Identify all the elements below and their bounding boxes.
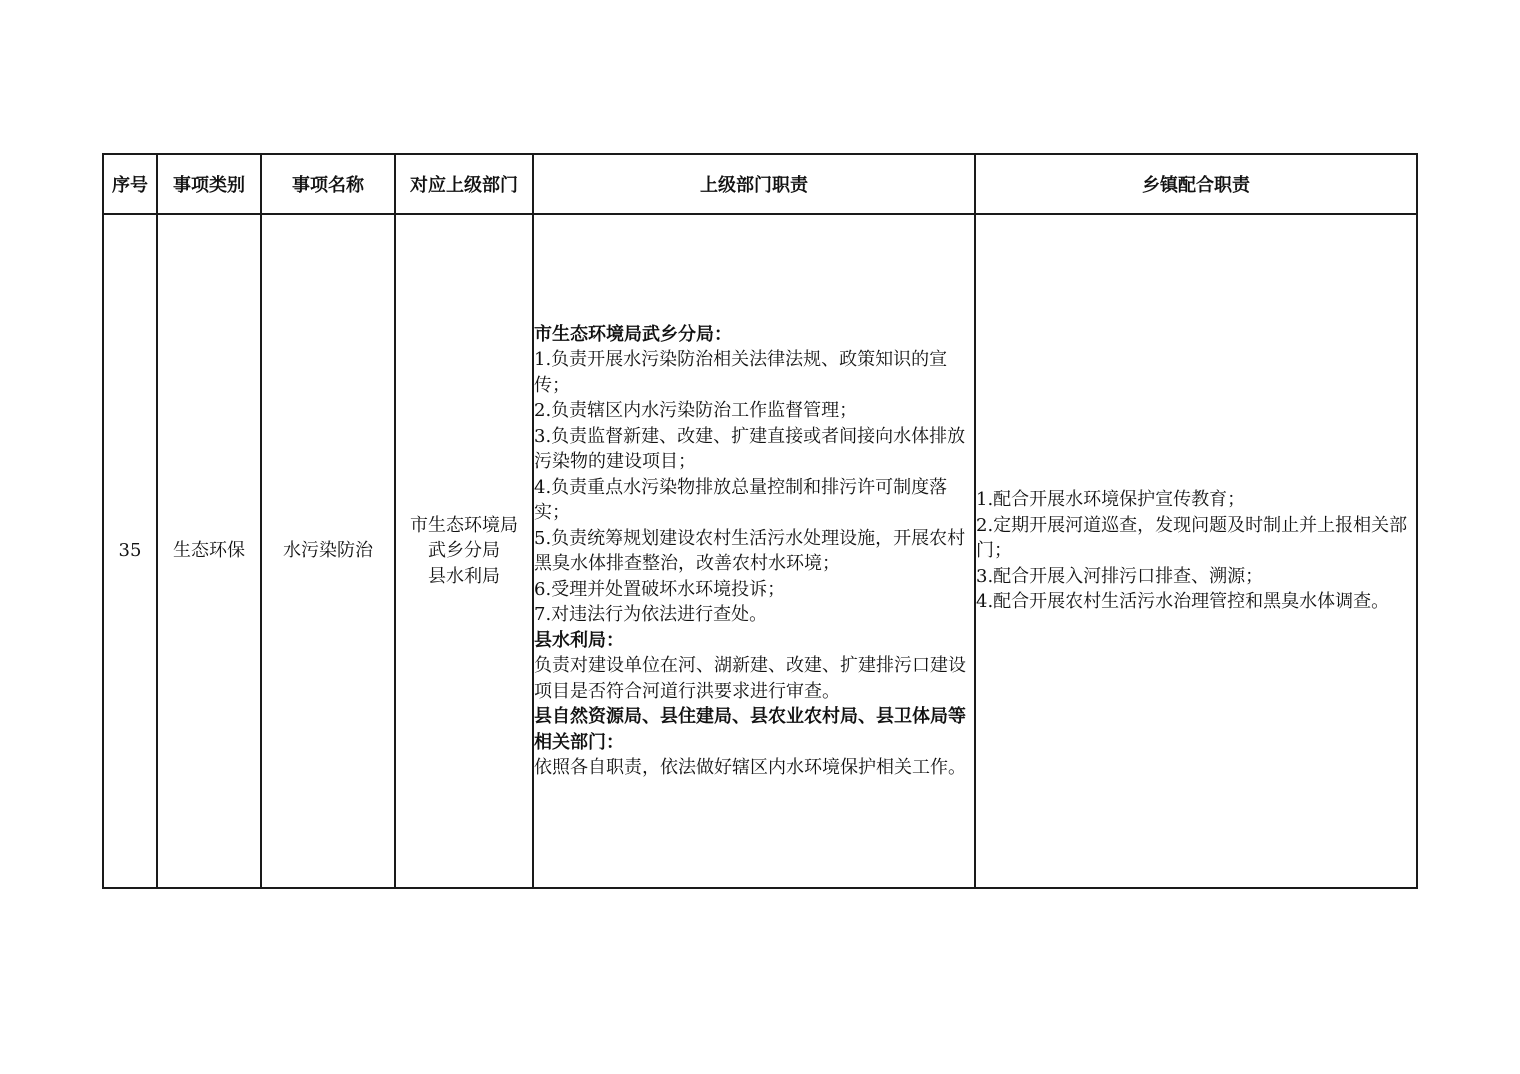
cell-upper-duty: [533, 214, 975, 888]
duty-item: 7.对违法行为依法进行查处。: [534, 604, 768, 625]
dept-line: 市生态环境局: [410, 514, 518, 536]
header-row: [103, 154, 1417, 214]
header-seq: 序号: [103, 154, 157, 214]
cell-seq: 35: [103, 214, 157, 888]
cell-category: 生态环保: [157, 214, 261, 888]
duty-item: 3.负责监督新建、改建、扩建直接或者间接向水体排放污染物的建设项目；: [534, 425, 966, 472]
section-title-water-bureau: 县水利局：: [534, 629, 624, 651]
cell-dept: [395, 214, 533, 888]
town-duty-item: 3.配合开展入河排污口排查、溯源；: [976, 565, 1264, 587]
section-title-related-depts: 县自然资源局、县住建局、县农业农村局、县卫体局等相关部门：: [534, 706, 966, 753]
town-duty-item: 2.定期开展河道巡查，发现问题及时制止并上报相关部门；: [976, 514, 1408, 562]
section-title-ecology-bureau: 市生态环境局武乡分局：: [534, 323, 732, 345]
header-name: 事项名称: [261, 154, 395, 214]
header-upper-duty: 上级部门职责: [533, 154, 975, 214]
duty-text: 依照各自职责，依法做好辖区内水环境保护相关工作。: [534, 757, 966, 778]
dept-line: 县水利局: [428, 565, 500, 587]
header-category: 事项类别: [157, 154, 261, 214]
town-duty-item: 4.配合开展农村生活污水治理管控和黑臭水体调查。: [976, 591, 1390, 613]
duty-item: 2.负责辖区内水污染防治工作监督管理；: [534, 400, 858, 421]
header-town-duty: 乡镇配合职责: [975, 154, 1417, 214]
duty-text: 负责对建设单位在河、湖新建、改建、扩建排污口建设项目是否符合河道行洪要求进行审查。: [534, 655, 966, 702]
duty-table: [102, 153, 1418, 889]
cell-name: 水污染防治: [261, 214, 395, 888]
duty-item: 1.负责开展水污染防治相关法律法规、政策知识的宣传；: [534, 349, 948, 396]
duty-item: 5.负责统筹规划建设农村生活污水处理设施，开展农村黑臭水体排查整治，改善农村水环境；: [534, 527, 966, 574]
duty-item: 6.受理并处置破坏水环境投诉；: [534, 578, 786, 600]
cell-town-duty: [975, 214, 1417, 888]
town-duty-item: 1.配合开展水环境保护宣传教育；: [976, 489, 1246, 511]
duty-item: 4.负责重点水污染物排放总量控制和排污许可制度落实；: [534, 476, 948, 523]
header-dept: 对应上级部门: [395, 154, 533, 214]
table-row: [103, 214, 1417, 888]
dept-line: 武乡分局: [428, 540, 500, 562]
